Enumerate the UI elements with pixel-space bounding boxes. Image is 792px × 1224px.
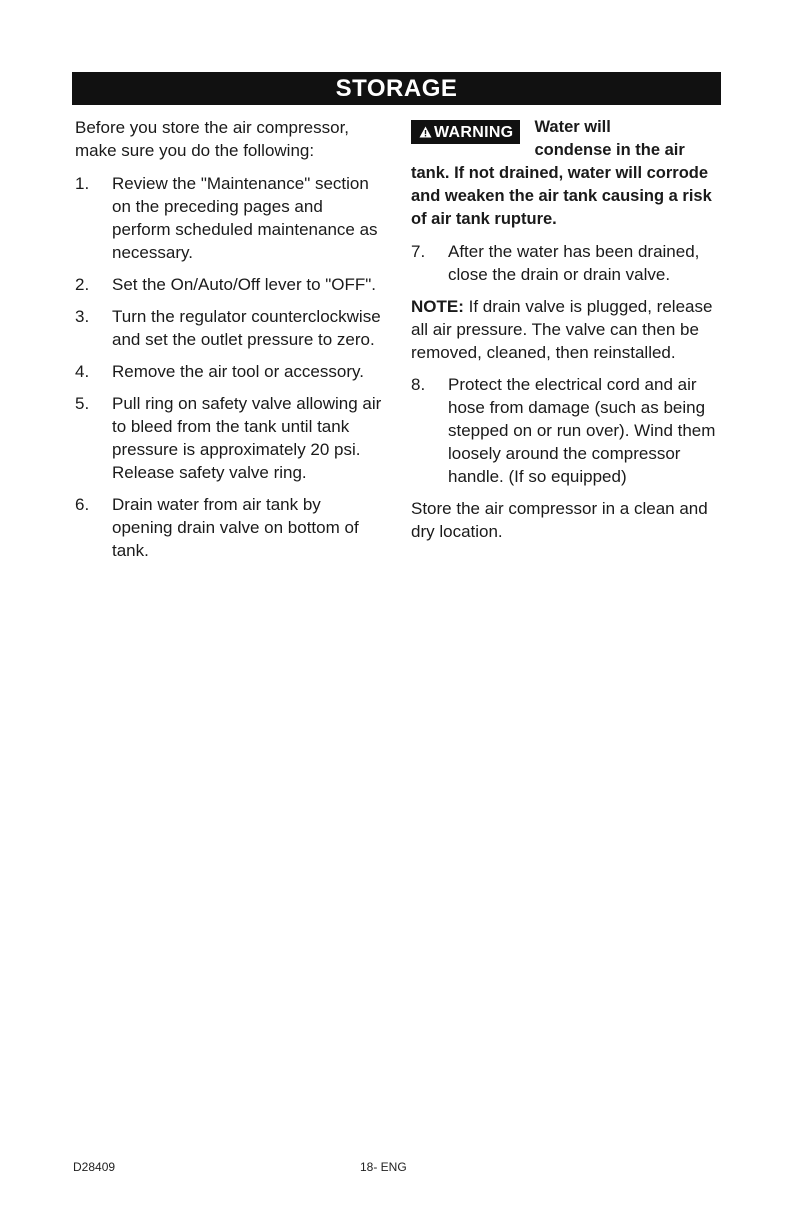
warning-block [411, 116, 723, 231]
list-item: 2. Set the On/Auto/Off lever to "OFF". [75, 275, 377, 294]
right-column [411, 116, 723, 543]
warning-lead-line-2: condense in the air [534, 141, 685, 159]
left-column [75, 116, 385, 571]
section-title: STORAGE [335, 74, 458, 102]
section-title-banner [72, 72, 721, 105]
warning-badge [411, 120, 520, 144]
warning-label: WARNING [434, 123, 514, 141]
note-paragraph [411, 295, 723, 364]
list-item: 6. Drain water from air tank by opening drain valve on bottom of tank. [75, 495, 359, 560]
list-item: 5. Pull ring on safety valve allowing air to bleed from the tank until tank pressure is approximately 20 psi. Release safety valve ring. [75, 394, 382, 482]
warning-triangle-icon [419, 126, 432, 138]
list-item: 1. Review the "Maintenance" section on the preceding pages and perform scheduled maintenance as necessary. [75, 174, 378, 262]
note-text: If drain valve is plugged, release all air pressure. The valve can then be removed, cleaned, then reinstalled. [411, 297, 713, 362]
intro-text: Before you store the air compressor, make sure you do the following: [75, 118, 350, 160]
footer-page-number: 18- ENG [360, 1160, 407, 1174]
list-item: 7. After the water has been drained, close the drain or drain valve. [411, 242, 700, 284]
storage-steps-list [75, 172, 385, 562]
footer-model-number: D28409 [73, 1160, 116, 1174]
warning-body: tank. If not drained, water will corrode and weaken the air tank causing a risk of air tank rupture. [411, 164, 712, 228]
storage-steps-continued-2 [411, 373, 723, 488]
list-item: 4. Remove the air tool or accessory. [75, 362, 364, 381]
list-item: 3. Turn the regulator counterclockwise and set the outlet pressure to zero. [75, 307, 381, 349]
list-item: 8. Protect the electrical cord and air hose from damage (such as being stepped on or run over). Wind them loosely around the compressor handle. (If so equipped) [411, 375, 716, 486]
note-label: NOTE: [411, 297, 464, 316]
warning-lead-line-1: Water will [534, 118, 611, 136]
closing-text: Store the air compressor in a clean and dry location. [411, 499, 708, 541]
storage-steps-continued [411, 240, 723, 286]
